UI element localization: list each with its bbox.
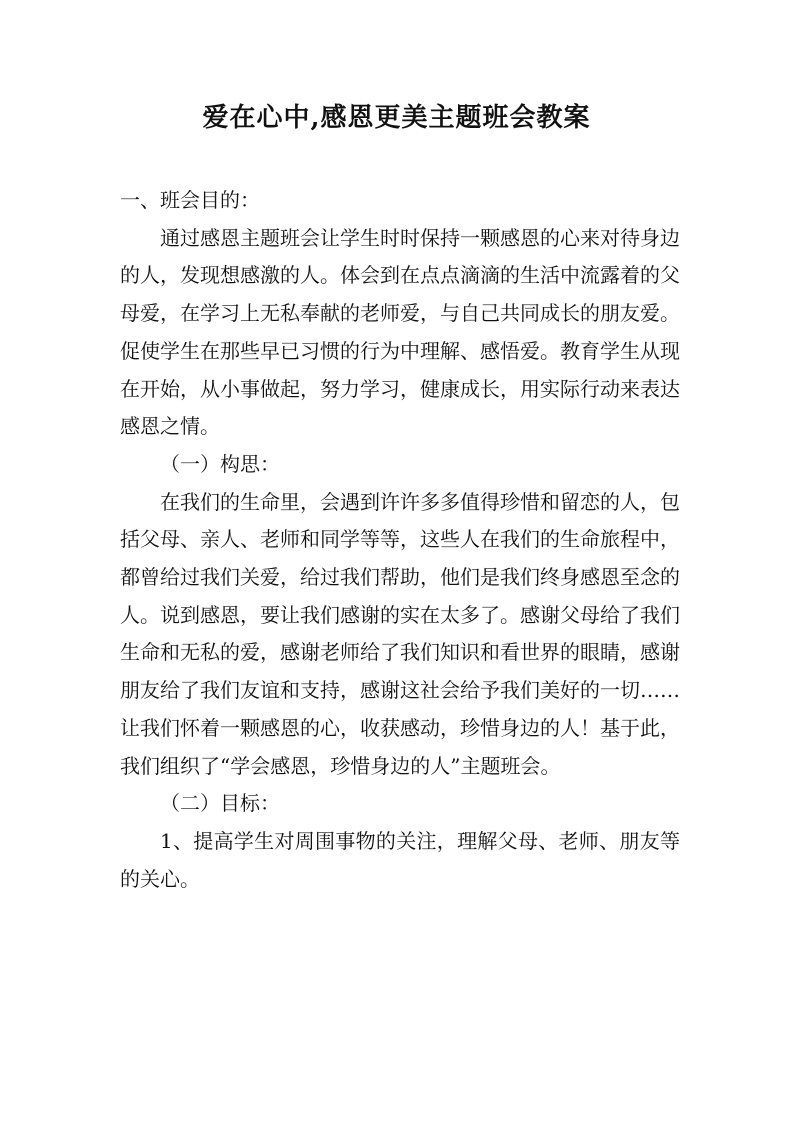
document-title: 爱在心中,感恩更美主题班会教案 (202, 103, 591, 133)
document-body (120, 182, 680, 898)
subsection-heading-goals: （二）目标： (160, 791, 280, 816)
paragraph-purpose: 通过感恩主题班会让学生时时保持一颗感恩的心来对待身边的人，发现想感激的人。体会到在点点滴滴的生活中流露着的父母爱，在学习上无私奉献的老师爱，与自己共同成长的朋友爱。促使学生在那些早已习惯的行为中理解、感悟爱。教育学生从现在开始，从小事做起，努力学习，健康成长，用实际行动来表达感恩之情。 (120, 225, 680, 439)
goal-item-1: 1、提高学生对周围事物的关注，理解父母、老师、朋友等的关心。 (120, 828, 680, 891)
subsection-heading-concept: （一）构思： (160, 451, 280, 476)
paragraph-concept: 在我们的生命里，会遇到许许多多值得珍惜和留恋的人，包括父母、亲人、老师和同学等等，这些人在我们的生命旅程中，都曾给过我们关爱，给过我们帮助，他们是我们终身感恩至念的人。说到感恩，要让我们感谢的实在太多了。感谢父母给了我们生命和无私的爱，感谢老师给了我们知识和看世界的眼睛，感谢朋友给了我们友谊和支持，感谢这社会给予我们美好的一切……让我们怀着一颗感恩的心，收获感动，珍惜身边的人！基于此，我们组织了“学会感恩，珍惜身边的人”主题班会。 (120, 489, 680, 778)
section-heading-purpose: 一、班会目的： (120, 188, 260, 212)
